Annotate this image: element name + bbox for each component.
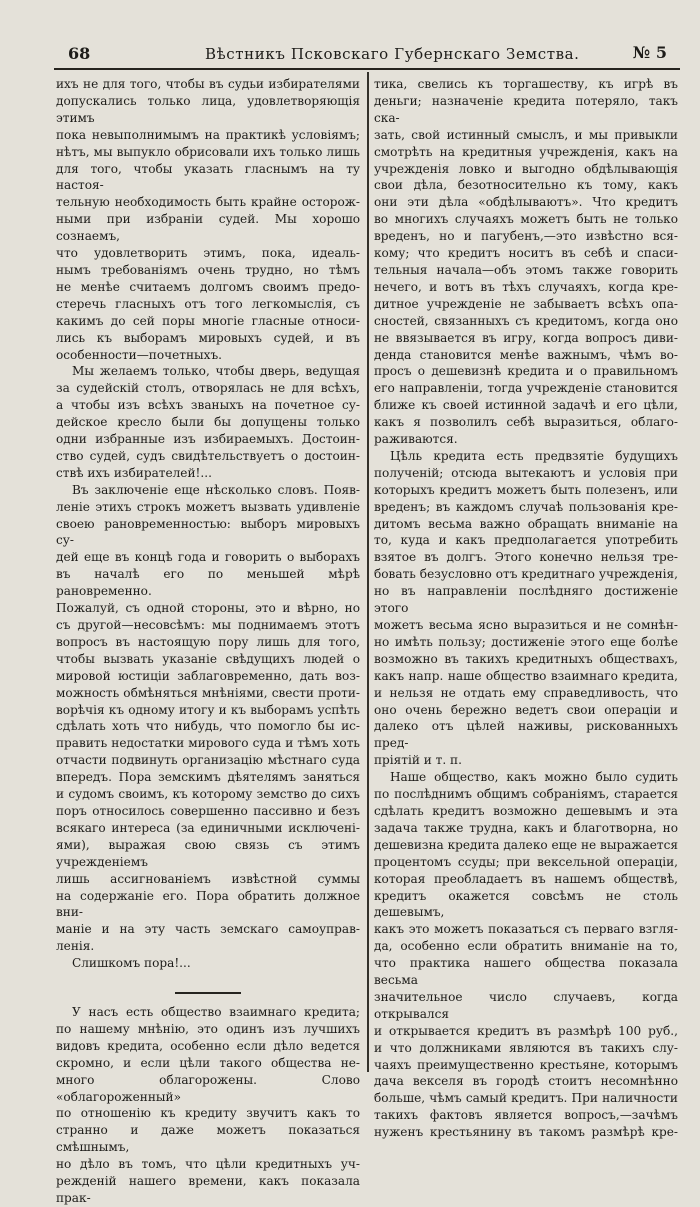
text-line: взятое въ долгъ. Этого конечно нельзя тре- [374, 550, 678, 565]
text-line: тельную необходимость быть крайне осторож- [56, 195, 360, 210]
left-column [56, 76, 360, 1207]
text-line: не менѣе считаемъ долгомъ своимъ предо- [56, 279, 360, 294]
text-line: какъ это можетъ показаться съ перваго взгля- [374, 922, 678, 937]
text-line: много облагорожены. Слово «облагороженный» [56, 1072, 360, 1104]
text-line: тельныя начала—объ этомъ также говорить [374, 262, 678, 277]
text-line: вреденъ, но и пагубенъ,—это извѣстно вся- [374, 229, 678, 244]
text-line: а чтобы изъ всѣхъ званыхъ на почетное су- [56, 398, 360, 413]
text-line: какимъ до сей поры многіе гласные относи- [56, 313, 360, 328]
text-line: стеречь гласныхъ отъ того легкомыслія, съ [56, 296, 360, 311]
text-line: Въ заключеніе еще нѣсколько словъ. Появ- [72, 482, 360, 497]
text-line: странно и даже можетъ показаться смѣшнымъ, [56, 1123, 360, 1155]
text-line: за судейскій столъ, отворялась не для всѣхъ, [56, 381, 360, 396]
text-line: поръ относилось совершенно пассивно и безъ [56, 803, 360, 818]
text-line: по послѣднимъ общимъ собраніямъ, старается [374, 787, 678, 802]
text-line: своею рановременностью: выборъ мировыхъ су- [56, 516, 360, 548]
text-line: чаяхъ преимущественно крестьяне, которымъ [374, 1057, 678, 1072]
text-line: пока невыполнимымъ на практикѣ условіямъ; [56, 127, 360, 142]
text-line: не ввязывается въ игру, когда вопросъ диви- [374, 330, 678, 345]
text-line: деньги; назначеніе кредита потеряло, такъ ска- [374, 93, 678, 125]
text-line: Слишкомъ пора!... [72, 956, 191, 971]
text-line: тика, свелись къ торгашеству, къ игрѣ въ [374, 77, 678, 91]
text-line: ихъ не для того, чтобы въ судьи избирателями [56, 77, 360, 91]
text-line: нуженъ крестьянину въ такомъ размѣрѣ кре- [374, 1125, 678, 1140]
text-line: ство судей, судъ свидѣтельствуетъ о достоин- [56, 448, 360, 463]
text-line: какъ напр. наше общество взаимнаго кредита, [374, 668, 678, 683]
text-line: съ другой—несовсѣмъ: мы поднимаемъ этотъ [56, 618, 360, 632]
text-line: лишь ассигнованіемъ извѣстной суммы [56, 871, 360, 886]
text-line: можность обмѣняться мнѣніями, свести проти- [56, 685, 360, 700]
text-line: по отношенію къ кредиту звучитъ какъ то [56, 1106, 360, 1121]
text-line: одни избранные изъ избираемыхъ. Достоин- [56, 432, 360, 447]
text-line: нечего, и вотъ въ тѣхъ случаяхъ, когда кре- [374, 279, 678, 294]
text-line: и открывается кредитъ въ размѣрѣ 100 руб., [374, 1023, 678, 1038]
text-line: кредитъ окажется совсѣмъ не столь дешевымъ, [374, 888, 678, 920]
text-line: отчасти подвинуть организацію мѣстнаго суда [56, 753, 360, 768]
text-line: впередъ. Пора земскимъ дѣятелямъ заняться [56, 770, 360, 785]
text-line: и нельзя не отдать ему справедливость, что [374, 685, 678, 700]
text-line: дешевизна кредита далеко еще не выражается [374, 837, 678, 852]
text-line: оно очень бережно ведетъ свои операціи и [374, 702, 678, 717]
text-line: что практика нашего общества показала весьма [374, 956, 678, 988]
text-line: денда становится менѣе важнымъ, чѣмъ во- [374, 347, 678, 362]
text-line: да, особенно если обратить вниманіе на то, [374, 939, 678, 954]
text-line: смотрѣть на кредитныя учрежденія, какъ на [374, 144, 678, 159]
text-line: Наше общество, какъ можно было судить [390, 770, 678, 785]
text-line: полученій; отсюда вытекаютъ и условія при [374, 465, 678, 480]
journal-title: Вѣстникъ Псковскаго Губернскаго Земства. [205, 45, 580, 63]
text-line: ленія. [56, 939, 95, 954]
text-line: но имѣть пользу; достиженіе этого еще болѣе [374, 634, 678, 649]
text-line: нѣтъ, мы выпукло обрисовали ихъ только лишь [56, 144, 360, 159]
text-line: допускались только лица, удовлетворяющія этимъ [56, 93, 360, 125]
text-line: возможно въ такихъ кредитныхъ обществахъ, [374, 651, 678, 666]
text-line: режденій нашего времени, какъ показала прак- [56, 1174, 360, 1205]
text-line: но дѣло въ томъ, что цѣли кредитныхъ уч- [56, 1157, 360, 1172]
text-line: дитомъ весьма важно обращать вниманіе на [374, 516, 678, 531]
text-line: дача векселя въ городѣ стоитъ несомнѣнно [374, 1074, 678, 1089]
text-line: просъ о дешевизнѣ кредита и о правильномъ [374, 364, 678, 379]
text-line: ворѣчія къ одному итогу и къ выборамъ успѣть [56, 702, 360, 717]
text-line: но въ направленіи послѣдняго достиженіе этого [374, 584, 678, 616]
text-line: дитное учрежденіе не забываетъ всѣхъ опа- [374, 296, 678, 311]
text-line: видовъ кредита, особенно если дѣло ведется [56, 1038, 360, 1053]
text-line: для того, чтобы указать гласнымъ на ту настоя- [56, 161, 360, 193]
text-line: то, куда и какъ предполагается употребить [374, 533, 678, 548]
text-line: сдѣлать хоть что нибудь, что помогло бы ис- [56, 719, 360, 734]
text-line: и что должниками являются въ такихъ слу- [374, 1040, 678, 1055]
text-line: Мы желаемъ только, чтобы дверь, ведущая [72, 364, 360, 379]
text-line: процентомъ ссуды; при вексельной операціи, [374, 854, 678, 869]
section-separator [175, 992, 241, 994]
text-line: лись къ выборамъ мировыхъ судей, и въ [56, 330, 360, 345]
text-line: У насъ есть общество взаимнаго кредита; [72, 1005, 360, 1020]
text-line: ствѣ ихъ избирателей!... [56, 465, 212, 480]
text-line: вопросъ въ настоящую пору лишь для того, [56, 634, 360, 649]
text-line: значительное число случаевъ, когда открывался [374, 989, 678, 1021]
text-line: которыхъ кредитъ можетъ быть полезенъ, или [374, 482, 678, 497]
text-line: всякаго интереса (за единичными исключені- [56, 820, 360, 835]
text-line: учрежденія ловко и выгодно обдѣлывающія [374, 161, 678, 176]
text-line: маніе и на эту часть земскаго самоуправ- [56, 922, 360, 937]
text-line: больше, чѣмъ самый кредитъ. При наличности [374, 1091, 678, 1106]
page-number: 68 [68, 44, 91, 63]
text-line: нымъ требованіямъ очень трудно, но тѣмъ [56, 262, 360, 277]
text-line: бовать безусловно отъ кредитнаго учрежденія, [374, 567, 678, 582]
text-line: его направленіи, тогда учрежденіе становится [374, 381, 678, 396]
text-line: дей еще въ концѣ года и говорить о выборахъ [56, 550, 360, 565]
text-line: далеко отъ цѣлей наживы, рискованныхъ пред- [374, 719, 678, 751]
text-line: задача также трудна, какъ и благотворна, но [374, 820, 678, 835]
text-line: сдѣлать кредитъ возможно дешевымъ и эта [374, 803, 678, 818]
text-line: Пожалуй, съ одной стороны, это и вѣрно, но [56, 601, 360, 616]
text-line: раживаются. [374, 432, 458, 447]
text-line: можетъ весьма ясно выразиться и не сомнѣн- [374, 618, 678, 632]
text-line: ными при избраніи судей. Мы хорошо сознаемъ, [56, 212, 360, 244]
text-line: которая преобладаетъ въ нашемъ обществѣ, [374, 871, 678, 886]
text-line: сностей, связанныхъ съ кредитомъ, когда оно [374, 313, 678, 328]
text-line: и судомъ своимъ, къ которому земство до сихъ [56, 787, 360, 802]
text-line: Цѣль кредита есть предвзятіе будущихъ [390, 448, 678, 463]
text-line: дейское кресло были бы допущены только [56, 415, 360, 430]
running-header [60, 40, 675, 68]
text-line: леніе этихъ строкъ можетъ вызвать удивленіе [56, 499, 360, 514]
text-line: во многихъ случаяхъ можетъ быть не только [374, 212, 678, 227]
text-line: чтобы вызвать указаніе свѣдущихъ людей о [56, 651, 360, 666]
text-line: кому; что кредитъ носитъ въ себѣ и спаси- [374, 246, 678, 261]
issue-number: № 5 [632, 43, 667, 62]
text-line: такихъ фактовъ является вопросъ,—зачѣмъ [374, 1108, 678, 1123]
column-divider [367, 72, 369, 1072]
text-line: какъ я позволилъ себѣ выразиться, облаго- [374, 415, 678, 430]
text-line: по нашему мнѣнію, это одинъ изъ лучшихъ [56, 1021, 360, 1036]
text-line: они эти дѣла «обдѣлываютъ». Что кредитъ [374, 195, 678, 210]
right-column [374, 76, 678, 1141]
header-rule [54, 68, 680, 70]
text-line: на содержаніе его. Пора обратить должное вни- [56, 888, 360, 920]
text-line: править недостатки мирового суда и тѣмъ хоть [56, 736, 360, 751]
text-line: въ началѣ его по меньшей мѣрѣ рановременно. [56, 567, 360, 599]
text-line: вреденъ; въ каждомъ случаѣ пользованія кре- [374, 499, 678, 514]
text-line: скромно, и если цѣли такого общества не- [56, 1055, 360, 1070]
text-line: ближе къ своей истинной задачѣ и его цѣли, [374, 398, 678, 413]
text-line: пріятій и т. п. [374, 753, 462, 768]
text-line: что удовлетворить этимъ, пока, идеаль- [56, 246, 360, 261]
text-line: мировой юстиціи заблаговременно, дать воз- [56, 668, 360, 683]
text-line: особенности—почетныхъ. [56, 347, 223, 362]
text-line: ями), выражая свою связь съ этимъ учрежденіемъ [56, 837, 360, 869]
text-line: свои дѣла, безотносительно къ тому, какъ [374, 178, 678, 193]
text-line: зать, свой истинный смыслъ, и мы привыкли [374, 127, 678, 142]
